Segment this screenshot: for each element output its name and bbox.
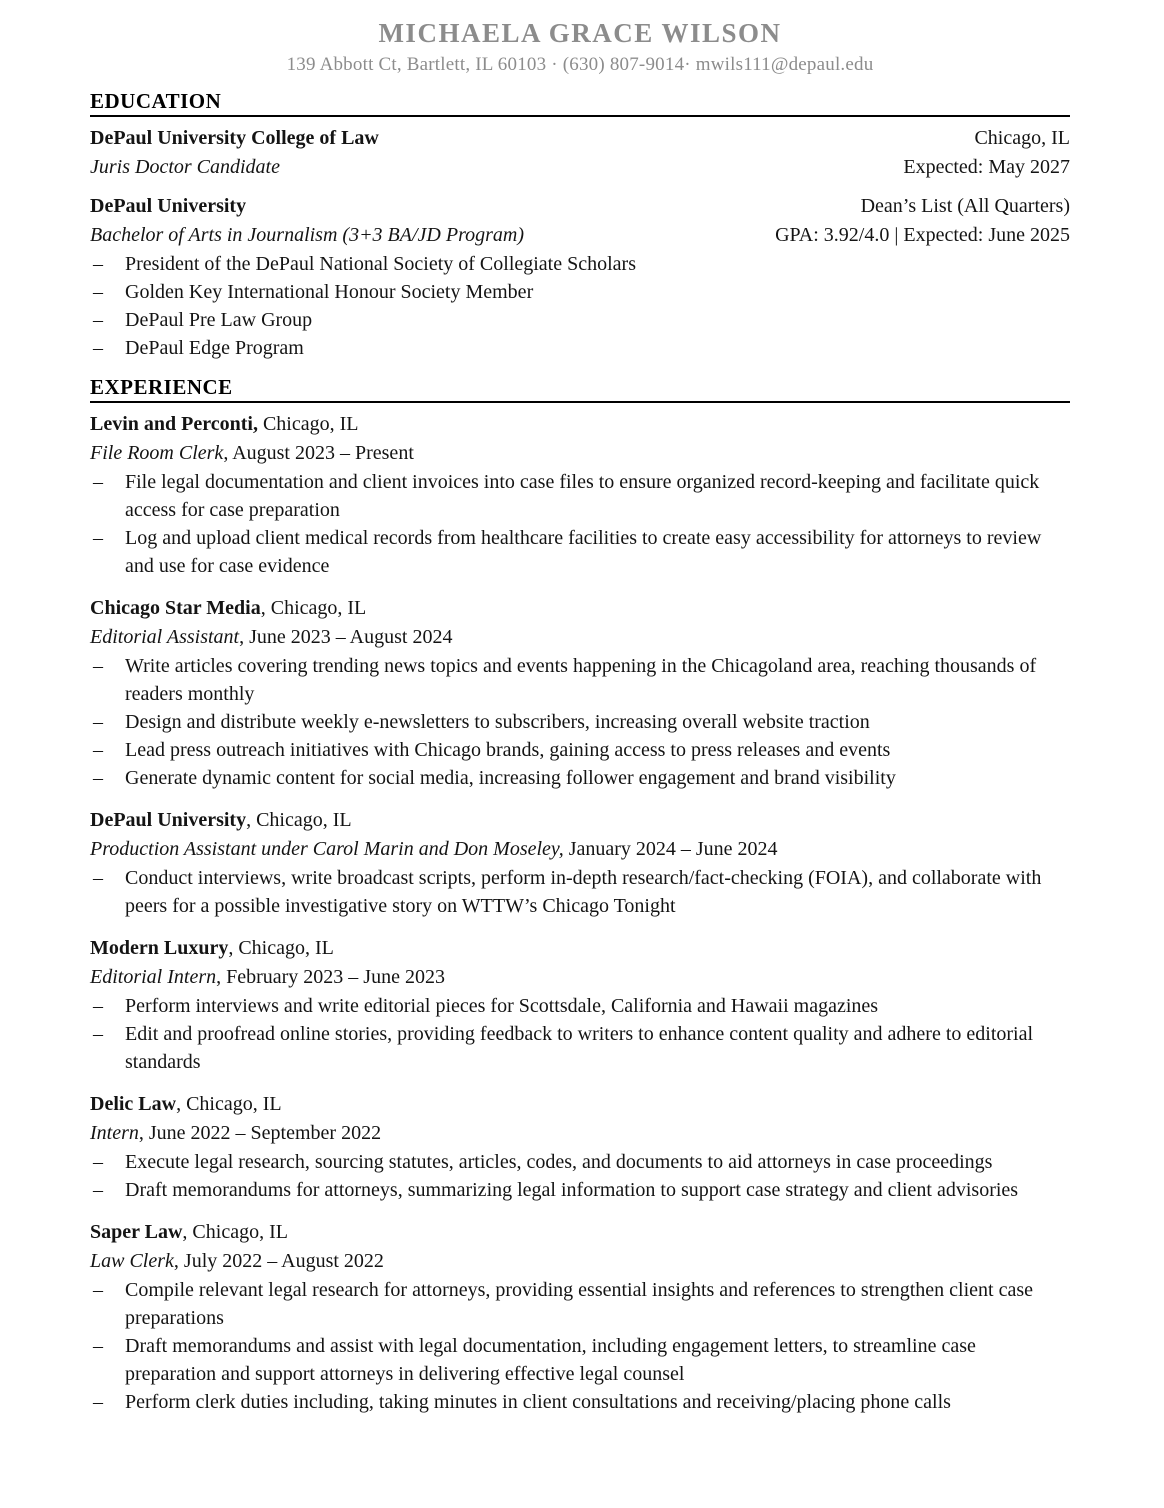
experience-entry — [90, 594, 1070, 792]
bullet-text: DePaul Edge Program — [125, 337, 304, 359]
bullet-list — [90, 864, 1070, 920]
experience-entry — [90, 1218, 1070, 1416]
bullet-item — [90, 652, 1070, 708]
school-name: DePaul University — [90, 195, 247, 217]
bullet-list — [90, 468, 1070, 580]
contact-line: 139 Abbott Ct, Bartlett, IL 60103 · (630) 807-9014· mwils111@depaul.edu — [286, 54, 874, 75]
bullet-marker: – — [93, 767, 103, 789]
role-line — [90, 963, 1070, 992]
bullet-marker: – — [93, 711, 103, 733]
bullet-marker: – — [93, 1279, 103, 1301]
education-entry-subheader — [90, 153, 1070, 182]
bullet-marker: – — [93, 1023, 103, 1045]
bullet-item — [90, 250, 1070, 278]
resume-name: MICHAELA GRACE WILSON — [378, 18, 782, 48]
bullet-item — [90, 1148, 1070, 1176]
degree-title: Juris Doctor Candidate — [90, 156, 280, 178]
bullet-item — [90, 1276, 1070, 1332]
education-entry — [90, 124, 1070, 182]
bullet-item — [90, 334, 1070, 362]
bullet-marker: – — [93, 1151, 103, 1173]
bullet-item — [90, 736, 1070, 764]
role-dates: , August 2023 – Present — [223, 442, 414, 464]
section-heading-education: EDUCATION — [90, 89, 1070, 117]
role-dates: January 2024 – June 2024 — [563, 838, 778, 860]
bullet-text: Draft memorandums for attorneys, summarizing legal information to support case strategy and client advisories — [125, 1179, 1019, 1201]
bullet-list — [90, 250, 1070, 362]
bullet-list — [90, 652, 1070, 792]
role-dates: , June 2022 – September 2022 — [138, 1122, 382, 1144]
bullet-marker: – — [93, 527, 103, 549]
company-location: , Chicago, IL — [228, 937, 334, 959]
bullet-item — [90, 524, 1070, 580]
role-line — [90, 623, 1070, 652]
bullet-item — [90, 468, 1070, 524]
company-name: Modern Luxury — [90, 937, 229, 959]
bullet-item — [90, 1176, 1070, 1204]
entry-location: Chicago, IL — [974, 127, 1070, 149]
bullet-text: Write articles covering trending news topics and events happening in the Chicagoland area, reaching thousands of readers monthly — [125, 655, 1037, 705]
company-line — [90, 1218, 1070, 1247]
company-location: , Chicago, IL — [176, 1093, 282, 1115]
bullet-marker: – — [93, 281, 103, 303]
bullet-item — [90, 306, 1070, 334]
bullet-text: Draft memorandums and assist with legal documentation, including engagement letters, to streamline case preparation and support attorneys in delivering effective legal counsel — [125, 1335, 976, 1385]
bullet-marker: – — [93, 1391, 103, 1413]
bullet-text: File legal documentation and client invoices into case files to ensure organized record-keeping and facilitate quick access for case preparation — [125, 471, 1040, 521]
bullet-marker: – — [93, 867, 103, 889]
experience-entry — [90, 410, 1070, 580]
bullet-item — [90, 278, 1070, 306]
bullet-list — [90, 992, 1070, 1076]
company-line — [90, 410, 1070, 439]
section-heading-experience: EXPERIENCE — [90, 375, 1070, 403]
bullet-item — [90, 1388, 1070, 1416]
bullet-text: Design and distribute weekly e-newsletters to subscribers, increasing overall website traction — [125, 711, 870, 733]
bullet-text: Conduct interviews, write broadcast scripts, perform in-depth research/fact-checking (FOIA), and collaborate with peers for a possible investigative story on WTTW’s Chicago Tonight — [125, 867, 1042, 917]
bullet-marker: – — [93, 253, 103, 275]
company-name: Levin and Perconti, — [90, 413, 258, 435]
experience-entry — [90, 806, 1070, 920]
company-name: DePaul University — [90, 809, 247, 831]
bullet-marker: – — [93, 1179, 103, 1201]
company-line — [90, 934, 1070, 963]
role-title: Editorial Intern — [90, 966, 217, 988]
education-entry — [90, 192, 1070, 362]
role-title: Editorial Assistant — [90, 626, 240, 648]
company-name: Saper Law — [90, 1221, 183, 1243]
bullet-marker: – — [93, 995, 103, 1017]
bullet-text: Execute legal research, sourcing statutes, articles, codes, and documents to aid attorneys in case proceedings — [125, 1151, 993, 1173]
degree-title: Bachelor of Arts in Journalism (3+3 BA/JD Program) — [90, 224, 525, 246]
bullet-item — [90, 764, 1070, 792]
bullet-item — [90, 992, 1070, 1020]
company-line — [90, 594, 1070, 623]
bullet-text: Log and upload client medical records from healthcare facilities to create easy accessibility for attorneys to review and use for case evidence — [125, 527, 1042, 577]
company-location: Chicago, IL — [257, 413, 359, 435]
entry-location: Dean’s List (All Quarters) — [860, 195, 1070, 217]
entry-detail: GPA: 3.92/4.0 | Expected: June 2025 — [775, 224, 1070, 246]
education-entry-header — [90, 192, 1070, 221]
bullet-item — [90, 1332, 1070, 1388]
role-line — [90, 835, 1070, 864]
bullet-marker: – — [93, 309, 103, 331]
education-entry-subheader — [90, 221, 1070, 250]
bullet-text: Edit and proofread online stories, providing feedback to writers to enhance content quality and adhere to editorial standards — [125, 1023, 1034, 1073]
role-dates: , February 2023 – June 2023 — [216, 966, 445, 988]
bullet-item — [90, 864, 1070, 920]
role-line — [90, 439, 1070, 468]
bullet-marker: – — [93, 655, 103, 677]
experience-entry — [90, 934, 1070, 1076]
role-title: File Room Clerk — [90, 442, 224, 464]
bullet-marker: – — [93, 471, 103, 493]
company-line — [90, 1090, 1070, 1119]
bullet-text: Perform interviews and write editorial pieces for Scottsdale, California and Hawaii magazines — [125, 995, 879, 1017]
role-title: Production Assistant under Carol Marin and Don Moseley, — [90, 838, 564, 860]
bullet-marker: – — [93, 739, 103, 761]
bullet-list — [90, 1148, 1070, 1204]
bullet-text: Golden Key International Honour Society Member — [125, 281, 534, 303]
experience-entry — [90, 1090, 1070, 1204]
company-location: , Chicago, IL — [246, 809, 352, 831]
role-line — [90, 1119, 1070, 1148]
bullet-text: Lead press outreach initiatives with Chicago brands, gaining access to press releases and events — [125, 739, 891, 761]
bullet-item — [90, 1020, 1070, 1076]
company-name: Delic Law — [90, 1093, 177, 1115]
bullet-text: Generate dynamic content for social media, increasing follower engagement and brand visibility — [125, 767, 896, 789]
school-name: DePaul University College of Law — [90, 127, 379, 149]
bullet-marker: – — [93, 337, 103, 359]
role-title: Law Clerk — [90, 1250, 174, 1272]
role-line — [90, 1247, 1070, 1276]
role-title: Intern — [90, 1122, 139, 1144]
bullet-marker: – — [93, 1335, 103, 1357]
bullet-item — [90, 708, 1070, 736]
education-entry-header — [90, 124, 1070, 153]
bullet-text: President of the DePaul National Society of Collegiate Scholars — [125, 253, 636, 275]
company-location: , Chicago, IL — [182, 1221, 288, 1243]
company-name: Chicago Star Media — [90, 597, 261, 619]
company-line — [90, 806, 1070, 835]
role-dates: , July 2022 – August 2022 — [173, 1250, 384, 1272]
bullet-text: DePaul Pre Law Group — [125, 309, 313, 331]
role-dates: , June 2023 – August 2024 — [239, 626, 453, 648]
bullet-text: Compile relevant legal research for attorneys, providing essential insights and references to strengthen client case preparations — [125, 1279, 1034, 1329]
bullet-list — [90, 1276, 1070, 1416]
entry-detail: Expected: May 2027 — [903, 156, 1070, 178]
bullet-text: Perform clerk duties including, taking minutes in client consultations and receiving/placing phone calls — [125, 1391, 951, 1413]
company-location: , Chicago, IL — [260, 597, 367, 619]
